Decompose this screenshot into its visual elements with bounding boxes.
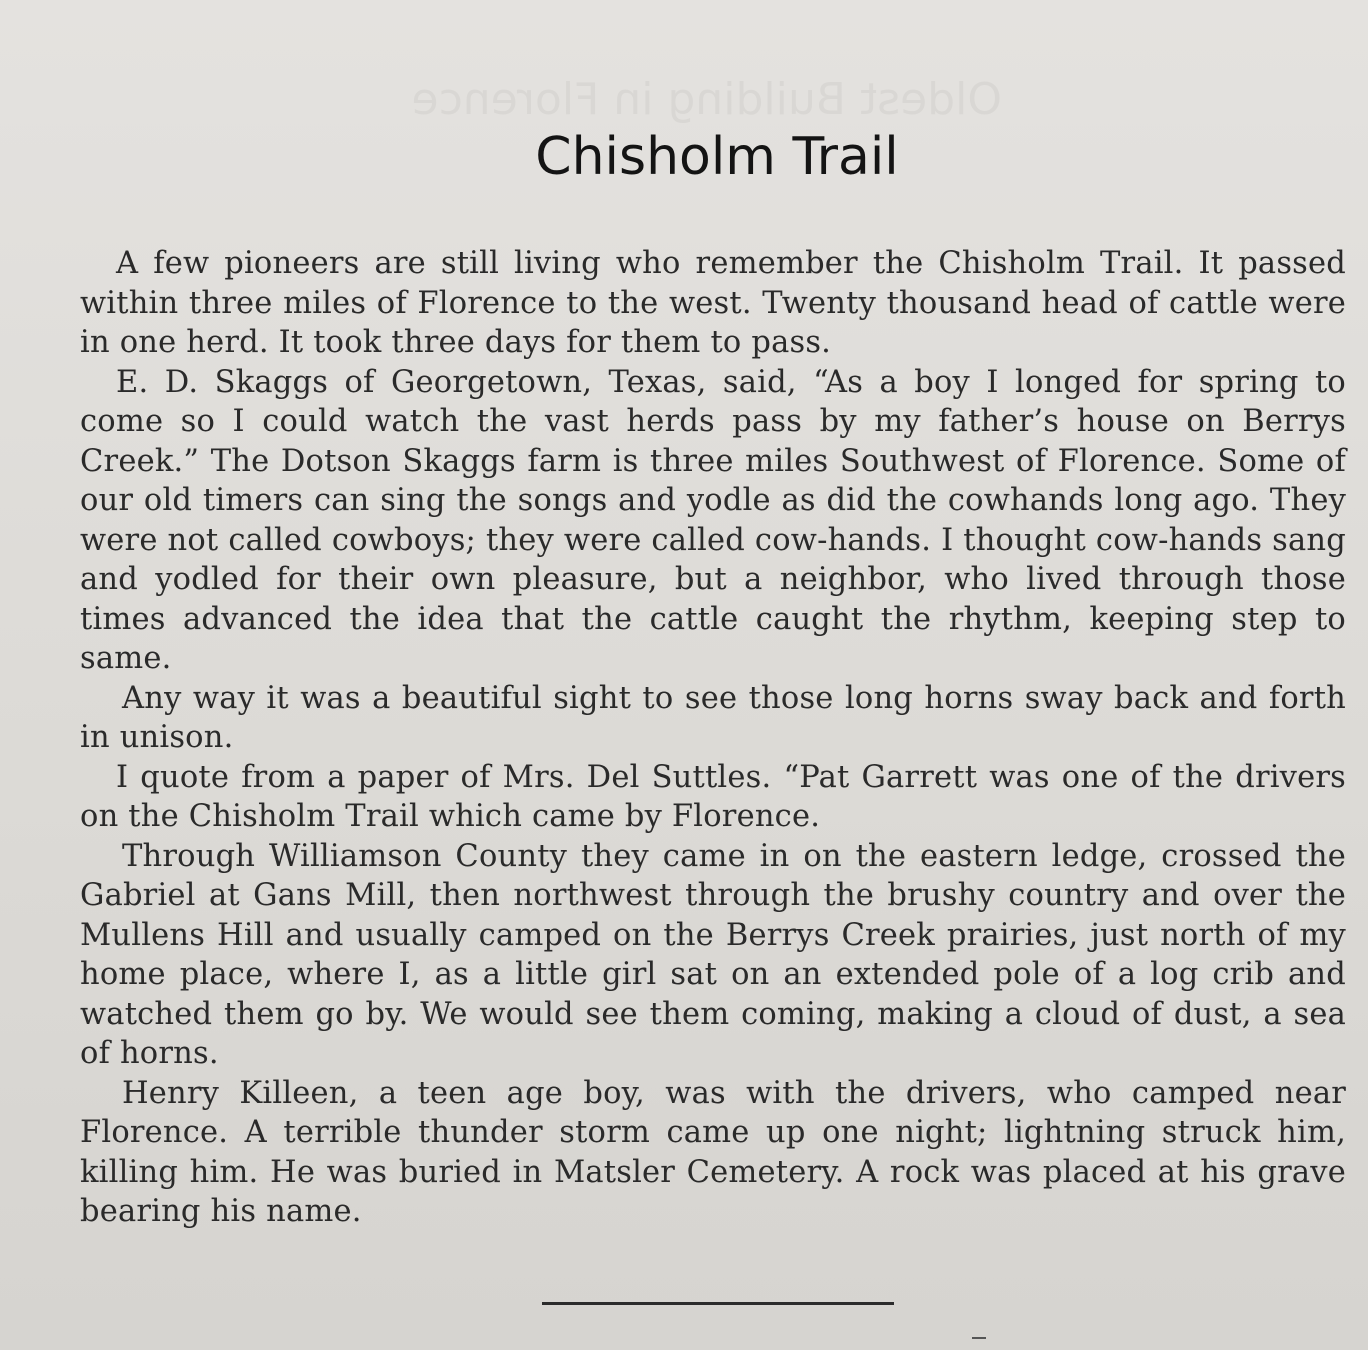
paragraph-6: Henry Killeen, a teen age boy, was with the drivers, who camped near Florence. A terrible thunder storm came up one night; lightning struck him, killing him. He was buried in Matsler Cemetery. A rock was placed at his grave bearing his name. [80, 1075, 1346, 1229]
section-divider [542, 1302, 894, 1305]
paragraph-4: I quote from a paper of Mrs. Del Suttles. “Pat Garrett was one of the drivers on the Chisholm Trail which came by Florence. [80, 759, 1346, 834]
paragraph-1: A few pioneers are still living who remember the Chisholm Trail. It passed within three miles of Florence to the west. Twenty thousand head of cattle were in one herd. It took three days for them to pass. [80, 246, 1346, 360]
paragraph-5: Through Williamson County they came in on the eastern ledge, crossed the Gabriel at Gans Mill, then northwest through the brushy country and over the Mullens Hill and usually camped on the Berrys Creek prairies, just north of my home place, where I, as a little girl sat on an extended pole of a log crib and watched them go by. We would see them coming, making a cloud of dust, a sea of horns. [80, 838, 1346, 1071]
paragraph-2: E. D. Skaggs of Georgetown, Texas, said, “As a boy I longed for spring to come so I could watch the vast herds pass by my father’s house on Berrys Creek.” The Dotson Skaggs farm is three miles Southwest of Florence. Some of our old timers can sing the songs and yodle as did the cowhands long ago. They were not called cowboys; they were called cow-hands. I thought cow-hands sang and yodled for their own pleasure, but a neighbor, who lived through those times advanced the idea that the cattle caught the rhythm, keeping step to same. [80, 364, 1346, 676]
print-mark [972, 1337, 986, 1339]
paragraph-3: Any way it was a beautiful sight to see those long horns sway back and forth in unison. [80, 680, 1346, 755]
article-body [80, 244, 1346, 1232]
article-title: Chisholm Trail [535, 127, 899, 187]
